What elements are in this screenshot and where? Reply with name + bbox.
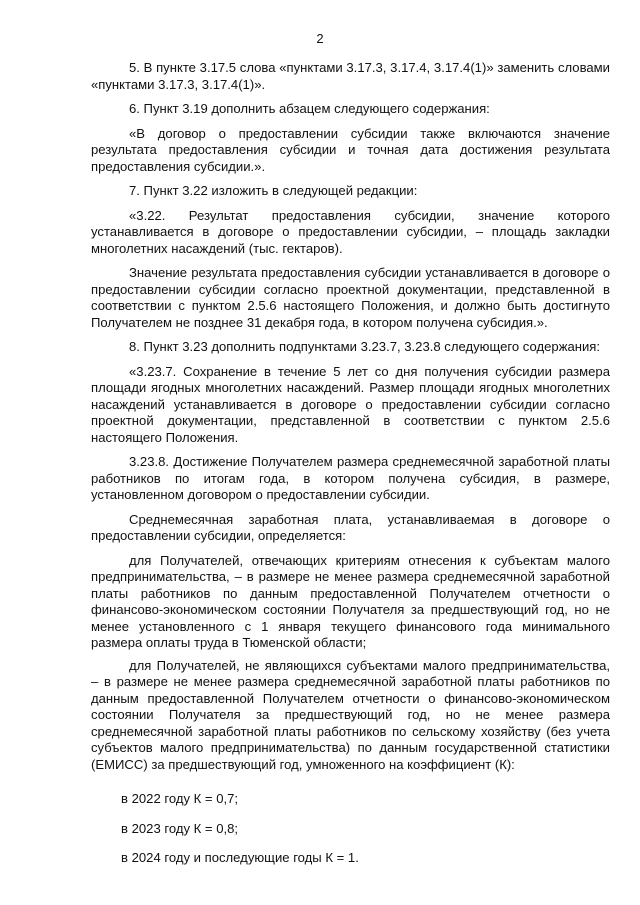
paragraph-3-22-result: «3.22. Результат предоставления субсидии, значение которого устанавливается в договоре о предоставлении субсидии, – площадь закладки многолетних насаждений (тыс. гектаров). [91,207,610,256]
paragraph-3-22-value: Значение результата предоставления субсидии устанавливается в договоре о предоставлении субсидии согласно проектной документации, представленной в соответствии с пунктом 2.5.6 настоящего Положения, и должно быть достигнуто Получателем не позднее 31 декабря года, в котором получена субсидия.». [91,265,610,330]
paragraph-item-5: 5. В пункте 3.17.5 слова «пунктами 3.17.3, 3.17.4, 3.17.4(1)» заменить словами «пунктами 3.17.3, 3.17.4(1)». [91,60,610,92]
coefficient-list [91,791,610,867]
coefficient-2023: в 2023 году К = 0,8; [121,820,239,836]
paragraph-item-8: 8. Пункт 3.23 дополнить подпунктами 3.23.7, 3.23.8 следующего содержания: [129,339,601,354]
paragraph-quote-3-19: «В договор о предоставлении субсидии также включаются значение результата предоставления субсидии и точная дата достижения результата предоставления субсидии.». [91,125,610,174]
paragraph-item-6: 6. Пункт 3.19 дополнить абзацем следующего содержания: [129,101,490,116]
page-number: 2 [316,31,324,46]
coefficient-2022: в 2022 году К = 0,7; [121,791,239,806]
paragraph-average-salary: Среднемесячная заработная плата, устанавливаемая в договоре о предоставлении субсидии, определяется: [91,511,610,543]
document-body [91,60,610,880]
paragraph-small-business: для Получателей, отвечающих критериям отнесения к субъектам малого предпринимательства, – в размере не менее размера среднемесячной заработной платы работников по данным предоставленной Получателем отчетности о финансово-экономическом состоянии Получателя за предшествующий год, но не менее установленного с 1 января текущего финансового года минимального размера оплаты труда в Тюменской области; [91,552,610,650]
coefficient-2024: в 2024 году и последующие годы К = 1. [121,850,359,865]
paragraph-non-small-business: для Получателей, не являющихся субъектами малого предпринимательства, – в размере не менее размера среднемесячной заработной платы работников по данным предоставленной Получателем отчетности о финансово-экономическом состоянии Получателя за предшествующий год, но не менее размера среднемесячной заработной платы работников по сельскому хозяйству (без учета субъектов малого предпринимательства) по данным государственной статистики (ЕМИСС) за предшествующий год, умноженного на коэффициент (К): [91,657,610,772]
paragraph-3-23-7: «3.23.7. Сохранение в течение 5 лет со дня получения субсидии размера площади ягодных многолетних насаждений. Размер площади ягодных многолетних насаждений устанавливается в договоре о предоставлении субсидии согласно проектной документации, представленной в соответствии с пунктом 2.5.6 настоящего Положения. [91,363,610,445]
paragraph-item-7: 7. Пункт 3.22 изложить в следующей редакции: [129,183,418,198]
paragraph-3-23-8: 3.23.8. Достижение Получателем размера среднемесячной заработной платы работников по итогам года, в котором получена субсидия, в размере, установленном договором о предоставлении субсидии. [91,454,610,502]
